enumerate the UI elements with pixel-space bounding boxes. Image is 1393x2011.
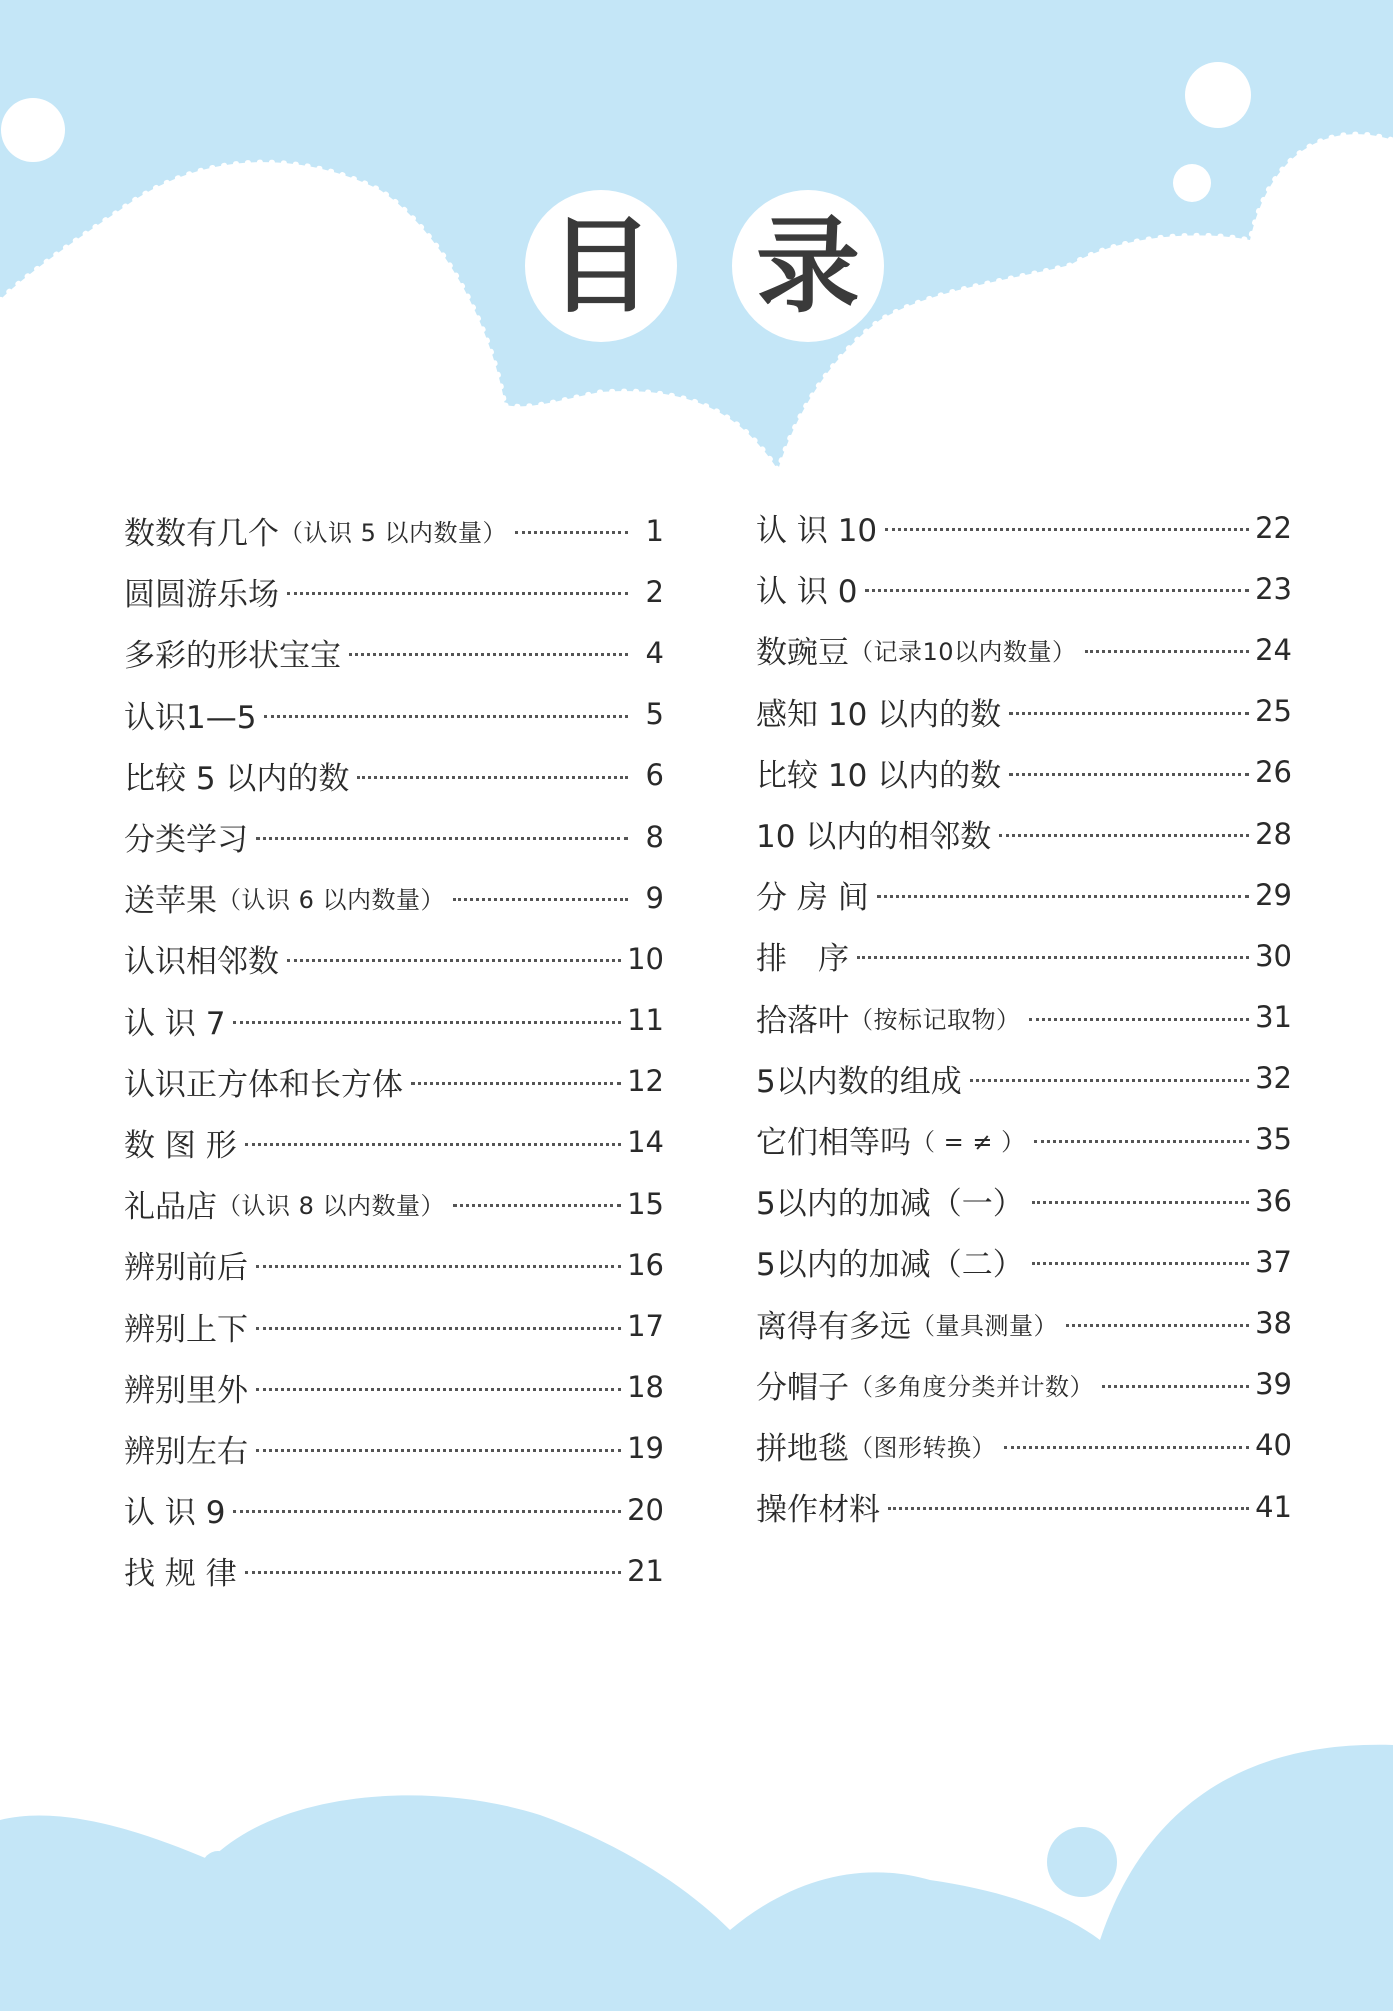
toc-entry-label: 排 序	[756, 941, 849, 978]
toc-entry[interactable]	[756, 558, 1292, 619]
toc-entry-label: 认 识 10	[756, 513, 878, 550]
dot-leader	[1102, 1385, 1249, 1388]
toc-entry-page: 31	[1255, 1000, 1292, 1035]
toc-entry-page: 8	[645, 819, 664, 854]
toc-entry-label: 拼地毯	[756, 1430, 849, 1467]
toc-entry-page: 39	[1255, 1367, 1292, 1402]
toc-left-column	[124, 500, 664, 1601]
toc-entry[interactable]	[124, 500, 664, 561]
toc-entry-page: 5	[645, 697, 664, 732]
dot-leader	[287, 592, 628, 595]
toc-entry[interactable]	[756, 742, 1292, 803]
dot-leader	[1032, 1262, 1249, 1265]
toc-entry[interactable]	[756, 1354, 1292, 1415]
dot-leader	[877, 895, 1249, 898]
toc-entry[interactable]	[756, 1170, 1292, 1231]
dot-leader	[411, 1082, 621, 1085]
toc-entry-label: 送苹果	[124, 883, 217, 920]
toc-right-column	[756, 497, 1292, 1537]
toc-entry-subtitle: （认识 6 以内数量）	[217, 886, 446, 915]
toc-entry[interactable]	[756, 1415, 1292, 1476]
dot-leader	[256, 1265, 621, 1268]
dot-leader	[256, 837, 628, 840]
toc-entry-label: 分帽子	[756, 1369, 849, 1406]
toc-entry-subtitle: （按标记取物）	[849, 1005, 1021, 1034]
toc-entry-page: 23	[1255, 571, 1292, 606]
toc-entry-page: 18	[627, 1370, 664, 1405]
dot-leader	[1032, 1201, 1249, 1204]
toc-entry-label: 认识正方体和长方体	[124, 1066, 403, 1103]
toc-entry[interactable]	[124, 684, 664, 745]
dot-leader	[256, 1449, 621, 1452]
toc-entry-page: 32	[1255, 1061, 1292, 1096]
toc-entry-label: 辨别左右	[124, 1433, 248, 1470]
dot-leader	[256, 1327, 621, 1330]
dot-leader	[970, 1079, 1249, 1082]
toc-entry-page: 12	[627, 1064, 664, 1099]
dot-leader	[865, 589, 1249, 592]
toc-entry-label: 认 识 0	[756, 574, 858, 611]
dot-leader	[1009, 773, 1249, 776]
toc-entry-page: 6	[645, 758, 664, 793]
toc-entry-page: 19	[627, 1431, 664, 1466]
toc-entry[interactable]	[756, 1231, 1292, 1292]
toc-entry[interactable]	[124, 561, 664, 622]
toc-entry[interactable]	[756, 925, 1292, 986]
toc-entry-subtitle: （认识 8 以内数量）	[217, 1192, 446, 1221]
dot-leader	[888, 1507, 1249, 1510]
dot-leader	[1034, 1140, 1249, 1143]
toc-entry-label: 离得有多远	[756, 1308, 911, 1345]
toc-entry-page: 1	[645, 513, 664, 548]
toc-entry-page: 9	[645, 880, 664, 915]
toc-entry-page: 37	[1255, 1244, 1292, 1279]
dot-leader	[233, 1021, 621, 1024]
toc-entry[interactable]	[756, 864, 1292, 925]
dot-leader	[264, 715, 628, 718]
toc-entry-page: 35	[1255, 1122, 1292, 1157]
toc-entry-label: 数豌豆	[756, 635, 849, 672]
dot-leader	[357, 776, 628, 779]
toc-entry[interactable]	[124, 1295, 664, 1356]
dot-leader	[885, 528, 1249, 531]
toc-entry-page: 17	[627, 1309, 664, 1344]
toc-entry-label: 多彩的形状宝宝	[124, 638, 341, 675]
bubble	[1, 98, 65, 162]
toc-entry[interactable]	[124, 1234, 664, 1295]
toc-entry-label: 圆圆游乐场	[124, 577, 279, 614]
toc-entry-page: 36	[1255, 1183, 1292, 1218]
toc-entry[interactable]	[124, 622, 664, 683]
dot-leader	[256, 1388, 621, 1391]
dot-leader	[453, 898, 628, 901]
toc-entry-label: 拾落叶	[756, 1002, 849, 1039]
toc-entry[interactable]	[124, 1357, 664, 1418]
toc-entry-label: 5以内数的组成	[756, 1063, 962, 1100]
dot-leader	[245, 1571, 621, 1574]
toc-entry-page: 11	[627, 1003, 664, 1038]
toc-entry[interactable]	[124, 928, 664, 989]
toc-entry[interactable]	[124, 806, 664, 867]
page-title	[0, 190, 1393, 340]
dot-leader	[453, 1204, 621, 1207]
dot-leader	[1085, 650, 1250, 653]
toc-entry-page: 38	[1255, 1306, 1292, 1341]
dot-leader	[233, 1510, 621, 1513]
toc-entry[interactable]	[124, 745, 664, 806]
toc-entry-label: 5以内的加减（一）	[756, 1186, 1024, 1223]
toc-entry-page: 25	[1255, 694, 1292, 729]
title-char-2: 录	[732, 190, 884, 342]
toc-entry-label: 辨别上下	[124, 1311, 248, 1348]
toc-entry[interactable]	[124, 1479, 664, 1540]
toc-entry[interactable]	[756, 1109, 1292, 1170]
toc-entry[interactable]	[756, 497, 1292, 558]
dot-leader	[999, 834, 1249, 837]
toc-entry-page: 22	[1255, 510, 1292, 545]
toc-entry-label: 感知 10 以内的数	[756, 696, 1002, 733]
toc-entry-page: 2	[645, 574, 664, 609]
toc-entry-label: 数 图 形	[124, 1127, 237, 1164]
toc-entry[interactable]	[756, 987, 1292, 1048]
toc-entry[interactable]	[756, 1292, 1292, 1353]
toc-entry-label: 辨别里外	[124, 1372, 248, 1409]
toc-entry-label: 分类学习	[124, 822, 248, 859]
toc-entry-page: 24	[1255, 632, 1292, 667]
bubble	[1047, 1827, 1117, 1897]
toc-entry-page: 20	[627, 1492, 664, 1527]
toc-entry-label: 比较 5 以内的数	[124, 760, 350, 797]
toc-entry[interactable]	[124, 867, 664, 928]
toc-entry-subtitle: （记录10以内数量）	[849, 638, 1077, 667]
toc-entry-label: 操作材料	[756, 1492, 880, 1529]
toc-entry[interactable]	[756, 1048, 1292, 1109]
title-char-1: 目	[525, 190, 677, 342]
bubble	[858, 1876, 888, 1906]
dot-leader	[1029, 1018, 1250, 1021]
toc-entry-label: 比较 10 以内的数	[756, 757, 1002, 794]
toc-entry-label: 认识1—5	[124, 699, 257, 736]
toc-entry-label: 认 识 9	[124, 1495, 226, 1532]
toc-entry[interactable]	[124, 1418, 664, 1479]
toc-entry-page: 28	[1255, 816, 1292, 851]
toc-entry-page: 29	[1255, 877, 1292, 912]
toc-entry-page: 26	[1255, 755, 1292, 790]
dot-leader	[245, 1143, 621, 1146]
toc-entry-label: 辨别前后	[124, 1250, 248, 1287]
dot-leader	[857, 956, 1249, 959]
toc-entry[interactable]	[124, 1173, 664, 1234]
toc-entry[interactable]	[756, 1476, 1292, 1537]
dot-leader	[287, 959, 621, 962]
toc-entry-page: 4	[645, 635, 664, 670]
dot-leader	[1004, 1446, 1249, 1449]
toc-entry-page: 30	[1255, 938, 1292, 973]
toc-entry[interactable]	[124, 1112, 664, 1173]
toc-entry[interactable]	[124, 990, 664, 1051]
toc-entry-label: 分 房 间	[756, 880, 869, 917]
dot-leader	[349, 653, 628, 656]
toc-entry-page: 15	[627, 1186, 664, 1221]
toc-entry-page: 16	[627, 1247, 664, 1282]
toc-entry[interactable]	[124, 1051, 664, 1112]
toc-entry-page: 41	[1255, 1489, 1292, 1524]
toc-entry[interactable]	[756, 619, 1292, 680]
dot-leader	[1009, 712, 1249, 715]
bubble	[202, 1851, 234, 1883]
toc-entry[interactable]	[124, 1540, 664, 1601]
dot-leader	[515, 531, 628, 534]
toc-entry-label: 认识相邻数	[124, 944, 279, 981]
toc-entry-subtitle: （量具测量）	[911, 1311, 1058, 1340]
toc-entry-subtitle: （多角度分类并计数）	[849, 1372, 1094, 1401]
dot-leader	[1066, 1324, 1249, 1327]
bubble	[1185, 62, 1251, 128]
toc-entry-label: 找 规 律	[124, 1556, 237, 1593]
toc-entry-label: 认 识 7	[124, 1005, 226, 1042]
toc-entry-subtitle: （图形转换）	[849, 1433, 996, 1462]
toc-entry-subtitle: （ = ≠ ）	[911, 1127, 1026, 1156]
toc-entry-subtitle: （认识 5 以内数量）	[279, 519, 508, 548]
toc-entry[interactable]	[756, 803, 1292, 864]
toc-entry-page: 21	[627, 1553, 664, 1588]
toc-entry-label: 数数有几个	[124, 516, 279, 553]
toc-entry-page: 40	[1255, 1428, 1292, 1463]
toc-entry-label: 10 以内的相邻数	[756, 819, 992, 856]
toc-entry-label: 它们相等吗	[756, 1124, 911, 1161]
toc-entry-page: 14	[627, 1125, 664, 1160]
toc-entry[interactable]	[756, 681, 1292, 742]
toc-entry-page: 10	[627, 941, 664, 976]
toc-entry-label: 礼品店	[124, 1189, 217, 1226]
toc-entry-label: 5以内的加减（二）	[756, 1247, 1024, 1284]
